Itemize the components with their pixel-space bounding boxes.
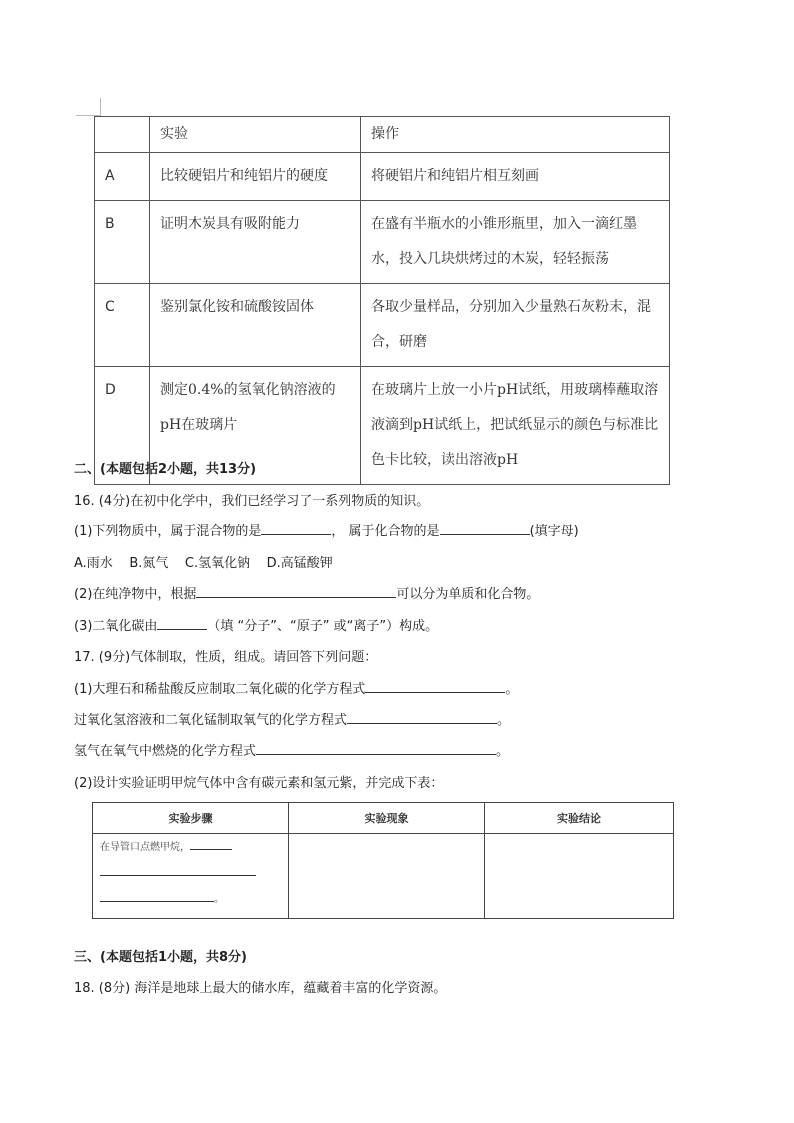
part-text: （填 “分子”、“原子” 或“离子”）构成。 [207, 619, 439, 634]
question-part [74, 615, 438, 634]
step-line [94, 835, 287, 861]
answer-blank[interactable] [365, 680, 505, 693]
options-line: A.雨水 B.氮气 C.氢氧化钠 D.高锰酸钾 [74, 556, 333, 571]
question-part [74, 583, 539, 602]
part-text: (2)在纯净物中，根据 [74, 587, 197, 602]
answer-blank[interactable] [347, 711, 497, 724]
row-operation: 在盛有半瓶水的小锥形瓶里，加入一滴红墨水，投入几块烘烤过的木炭，轻轻振荡 [361, 201, 670, 284]
answer-blank[interactable] [100, 865, 256, 876]
row-experiment: 比较硬铝片和纯铝片的硬度 [150, 153, 361, 201]
header-cell-operation: 操作 [361, 117, 670, 153]
table-row [93, 834, 674, 919]
part-text: (3)二氧化碳由 [74, 619, 158, 634]
answer-blank[interactable] [100, 891, 214, 902]
table-row [95, 201, 670, 284]
step-cell [93, 834, 289, 919]
part-text: (1)下列物质中，属于混合物的是 [74, 524, 262, 539]
row-operation: 在玻璃片上放一小片pH试纸，用玻璃棒蘸取溶液滴到pH试纸上，把试纸显示的颜色与标准比色卡比较，读出溶液pH [361, 367, 670, 485]
row-label: B [95, 201, 150, 284]
table-header-row [93, 803, 674, 834]
answer-blank[interactable] [261, 522, 331, 535]
row-label: D [95, 367, 150, 485]
table-header-row [95, 117, 670, 153]
part-text: (填字母) [529, 524, 579, 539]
answer-blank[interactable] [157, 617, 207, 630]
header-cell [95, 117, 150, 153]
step-line [94, 861, 287, 887]
answer-blank[interactable] [190, 839, 232, 850]
step-text: 在导管口点燃甲烷， [100, 842, 190, 853]
crop-mark [100, 98, 101, 116]
question-stem: 18. (8分) 海洋是地球上最大的储水库，蕴藏着丰富的化学资源。 [74, 981, 447, 996]
question-part [74, 678, 518, 697]
question-part [74, 520, 579, 539]
question-part [74, 740, 509, 759]
part-text: (1)大理石和稀盐酸反应制取二氧化碳的化学方程式 [74, 682, 366, 697]
period: 。 [214, 894, 224, 905]
question-stem: 17. (9分)气体制取，性质，组成。请回答下列问题： [74, 650, 378, 665]
row-operation: 各取少量样品，分别加入少量熟石灰粉末，混合，研磨 [361, 284, 670, 367]
header-cell-experiment: 实验 [150, 117, 361, 153]
question-part [74, 709, 510, 728]
answer-blank[interactable] [256, 742, 496, 755]
experiment-table [94, 116, 670, 485]
row-label: A [95, 153, 150, 201]
part-text: 氢气在氧气中燃烧的化学方程式 [74, 744, 257, 759]
section-heading: 三、(本题包括1小题，共8分) [74, 950, 247, 965]
period: 。 [505, 682, 519, 697]
row-label: C [95, 284, 150, 367]
header-cell-steps: 实验步骤 [93, 803, 289, 834]
question-part: (2)设计实验证明甲烷气体中含有碳元素和氢元紫，并完成下表： [74, 776, 444, 791]
row-operation: 将硬铝片和纯铝片相互刻画 [361, 153, 670, 201]
row-experiment: 鉴别氯化铵和硫酸铵固体 [150, 284, 361, 367]
row-experiment: 证明木炭具有吸附能力 [150, 201, 361, 284]
part-text: 可以分为单质和化合物。 [396, 587, 540, 602]
period: 。 [496, 744, 510, 759]
step-line [94, 887, 287, 913]
table-row [95, 284, 670, 367]
part-text: 过氧化氢溶液和二氧化锰制取氧气的化学方程式 [74, 713, 348, 728]
header-cell-conclusion: 实验结论 [485, 803, 674, 834]
conclusion-cell[interactable] [485, 834, 674, 919]
question-stem: 16. (4分)在初中化学中，我们已经学习了一系列物质的知识。 [74, 494, 430, 509]
answer-blank[interactable] [440, 522, 530, 535]
answer-blank[interactable] [196, 585, 396, 598]
period: 。 [497, 713, 511, 728]
section-heading: 二、(本题包括2小题，共13分) [74, 462, 257, 477]
table-row [95, 153, 670, 201]
part-text: ， 属于化合物的是 [331, 524, 440, 539]
methane-experiment-table [92, 802, 674, 919]
header-cell-phenomena: 实验现象 [289, 803, 485, 834]
row-experiment: 测定0.4%的氢氧化钠溶液的pH在玻璃片 [150, 367, 361, 485]
phenomena-cell[interactable] [289, 834, 485, 919]
